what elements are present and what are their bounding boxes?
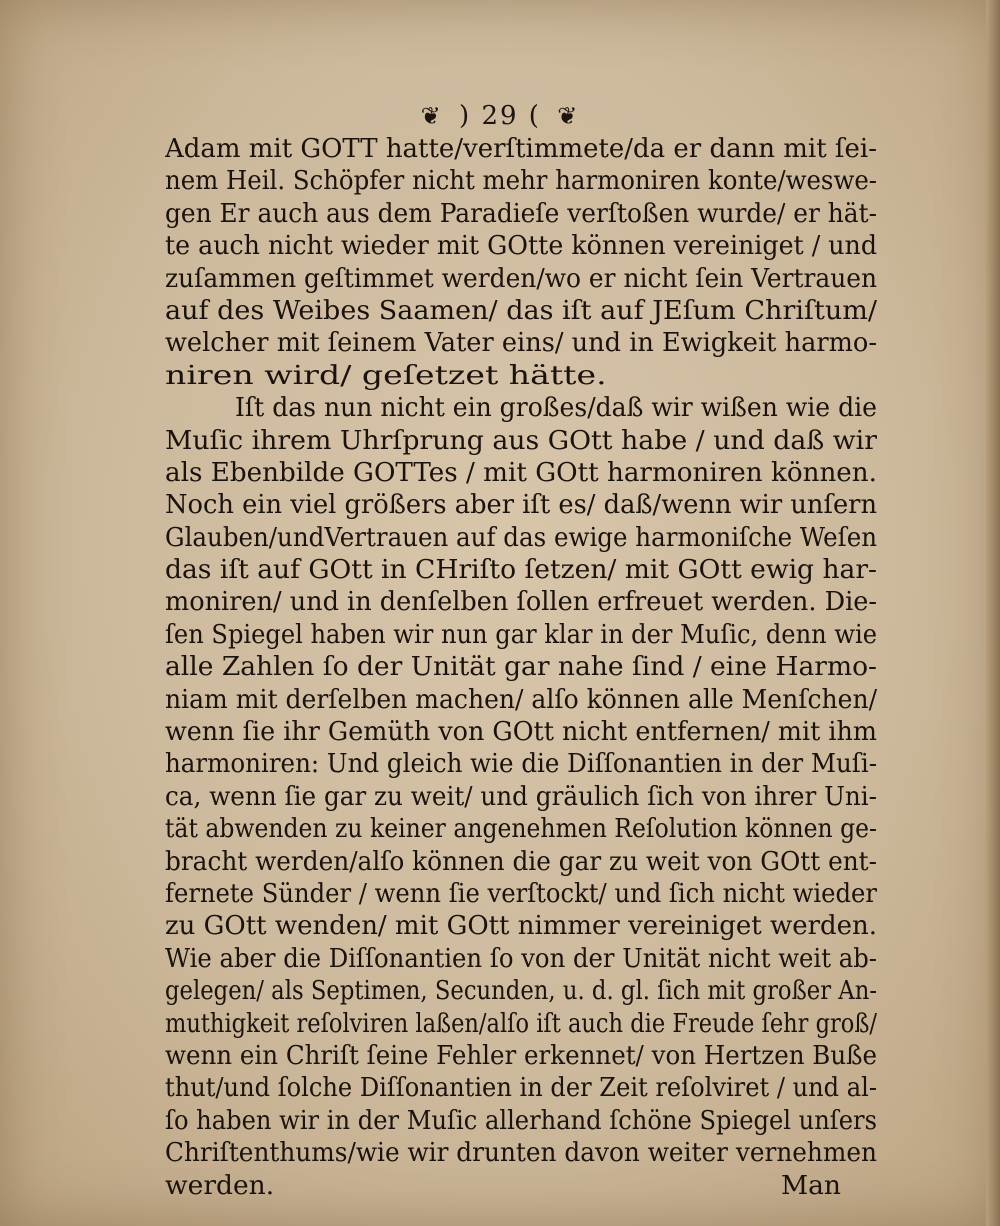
text-line: gen Er auch aus dem Paradieſe verſtoßen wurde/ er hät-	[165, 197, 877, 229]
text-line: zu GOtt wenden/ mit GOtt nimmer vereiniget werden.	[165, 910, 877, 942]
text-line: welcher mit ſeinem Vater eins/ und in Ewigkeit harmo-	[165, 327, 877, 359]
text-line: te auch nicht wieder mit GOtte können vereiniget / und	[165, 230, 877, 262]
page-edge	[986, 0, 1000, 1226]
text-line: Chriſtenthums/wie wir drunten davon weiter vernehmen	[165, 1137, 877, 1169]
text-line: tät abwenden zu keiner angenehmen Reſolution können ge-	[165, 813, 877, 845]
text-line: gelegen/ als Septimen, Secunden, u. d. gl. ſich mit großer An-	[165, 975, 877, 1007]
text-line: ſen Spiegel haben wir nun gar klar in der Muſic, denn wie	[165, 618, 877, 650]
text-line-last	[165, 1170, 877, 1202]
text-line: das iſt auf GOtt in CHriſto ſetzen/ mit GOtt ewig har-	[165, 554, 877, 586]
page-number: ) 29 (	[459, 101, 541, 131]
text-line: muthigkeit reſolviren laßen/alſo iſt auch die Freude ſehr groß/	[165, 1007, 877, 1039]
catchword: Man	[780, 1169, 841, 1201]
ornament-right-icon: ❦	[557, 102, 580, 130]
text-line: moniren/ und in denſelben ſollen erfreuet werden. Die-	[165, 586, 877, 618]
text-line: ſo haben wir in der Muſic allerhand ſchöne Spiegel unſers	[165, 1104, 877, 1136]
text-line: wenn ſie ihr Gemüth von GOtt nicht entfernen/ mit ihm	[165, 716, 877, 748]
text-line: Iſt das nun nicht ein großes/daß wir wißen wie die	[235, 392, 877, 424]
text-line: auf des Weibes Saamen/ das iſt auf JEſum Chriſtum/	[165, 294, 877, 326]
text-line: niam mit derſelben machen/ alſo können alle Menſchen/	[165, 683, 877, 715]
text-line: Muſic ihrem Uhrſprung aus GOtt habe / und daß wir	[165, 424, 877, 456]
text-line: alle Zahlen ſo der Unität gar nahe ſind / eine Harmo-	[165, 651, 877, 683]
text-line: Glauben/undVertrauen auf das ewige harmoniſche Weſen	[165, 521, 877, 553]
text-line: als Ebenbilde GOTTes / mit GOtt harmoniren können.	[165, 456, 877, 488]
page-header	[0, 100, 1000, 131]
ornament-left-icon: ❦	[420, 102, 443, 130]
text-line: niren wird/ geſetzet hätte.	[165, 359, 607, 391]
text-line: thut/und ſolche Diſſonantien in der Zeit reſolviret / und al-	[165, 1072, 877, 1104]
text-line: werden.	[165, 1169, 275, 1201]
text-line: zuſammen geſtimmet werden/wo er nicht ſein Vertrauen	[165, 262, 877, 294]
text-line: bracht werden/alſo können die gar zu weit von GOtt ent-	[165, 845, 877, 877]
text-line: wenn ein Chriſt ſeine Fehler erkennet/ von Hertzen Buße	[165, 1039, 877, 1071]
text-line: fernete Sünder / wenn ſie verſtockt/ und ſich nicht wieder	[165, 877, 877, 909]
text-line: ca, wenn ſie gar zu weit/ und gräulich ſich von ihrer Uni-	[165, 780, 877, 812]
text-line: nem Heil. Schöpfer nicht mehr harmoniren konte/weswe-	[165, 165, 877, 197]
text-line: Wie aber die Diſſonantien ſo von der Unität nicht weit ab-	[165, 942, 877, 974]
text-line: harmoniren: Und gleich wie die Diſſonantien in der Muſi-	[165, 748, 877, 780]
body-text	[165, 133, 877, 1202]
text-line: Noch ein viel größers aber iſt es/ daß/wenn wir unſern	[165, 489, 877, 521]
text-line: Adam mit GOTT hatte/verſtimmete/da er dann mit ſei-	[165, 133, 877, 164]
